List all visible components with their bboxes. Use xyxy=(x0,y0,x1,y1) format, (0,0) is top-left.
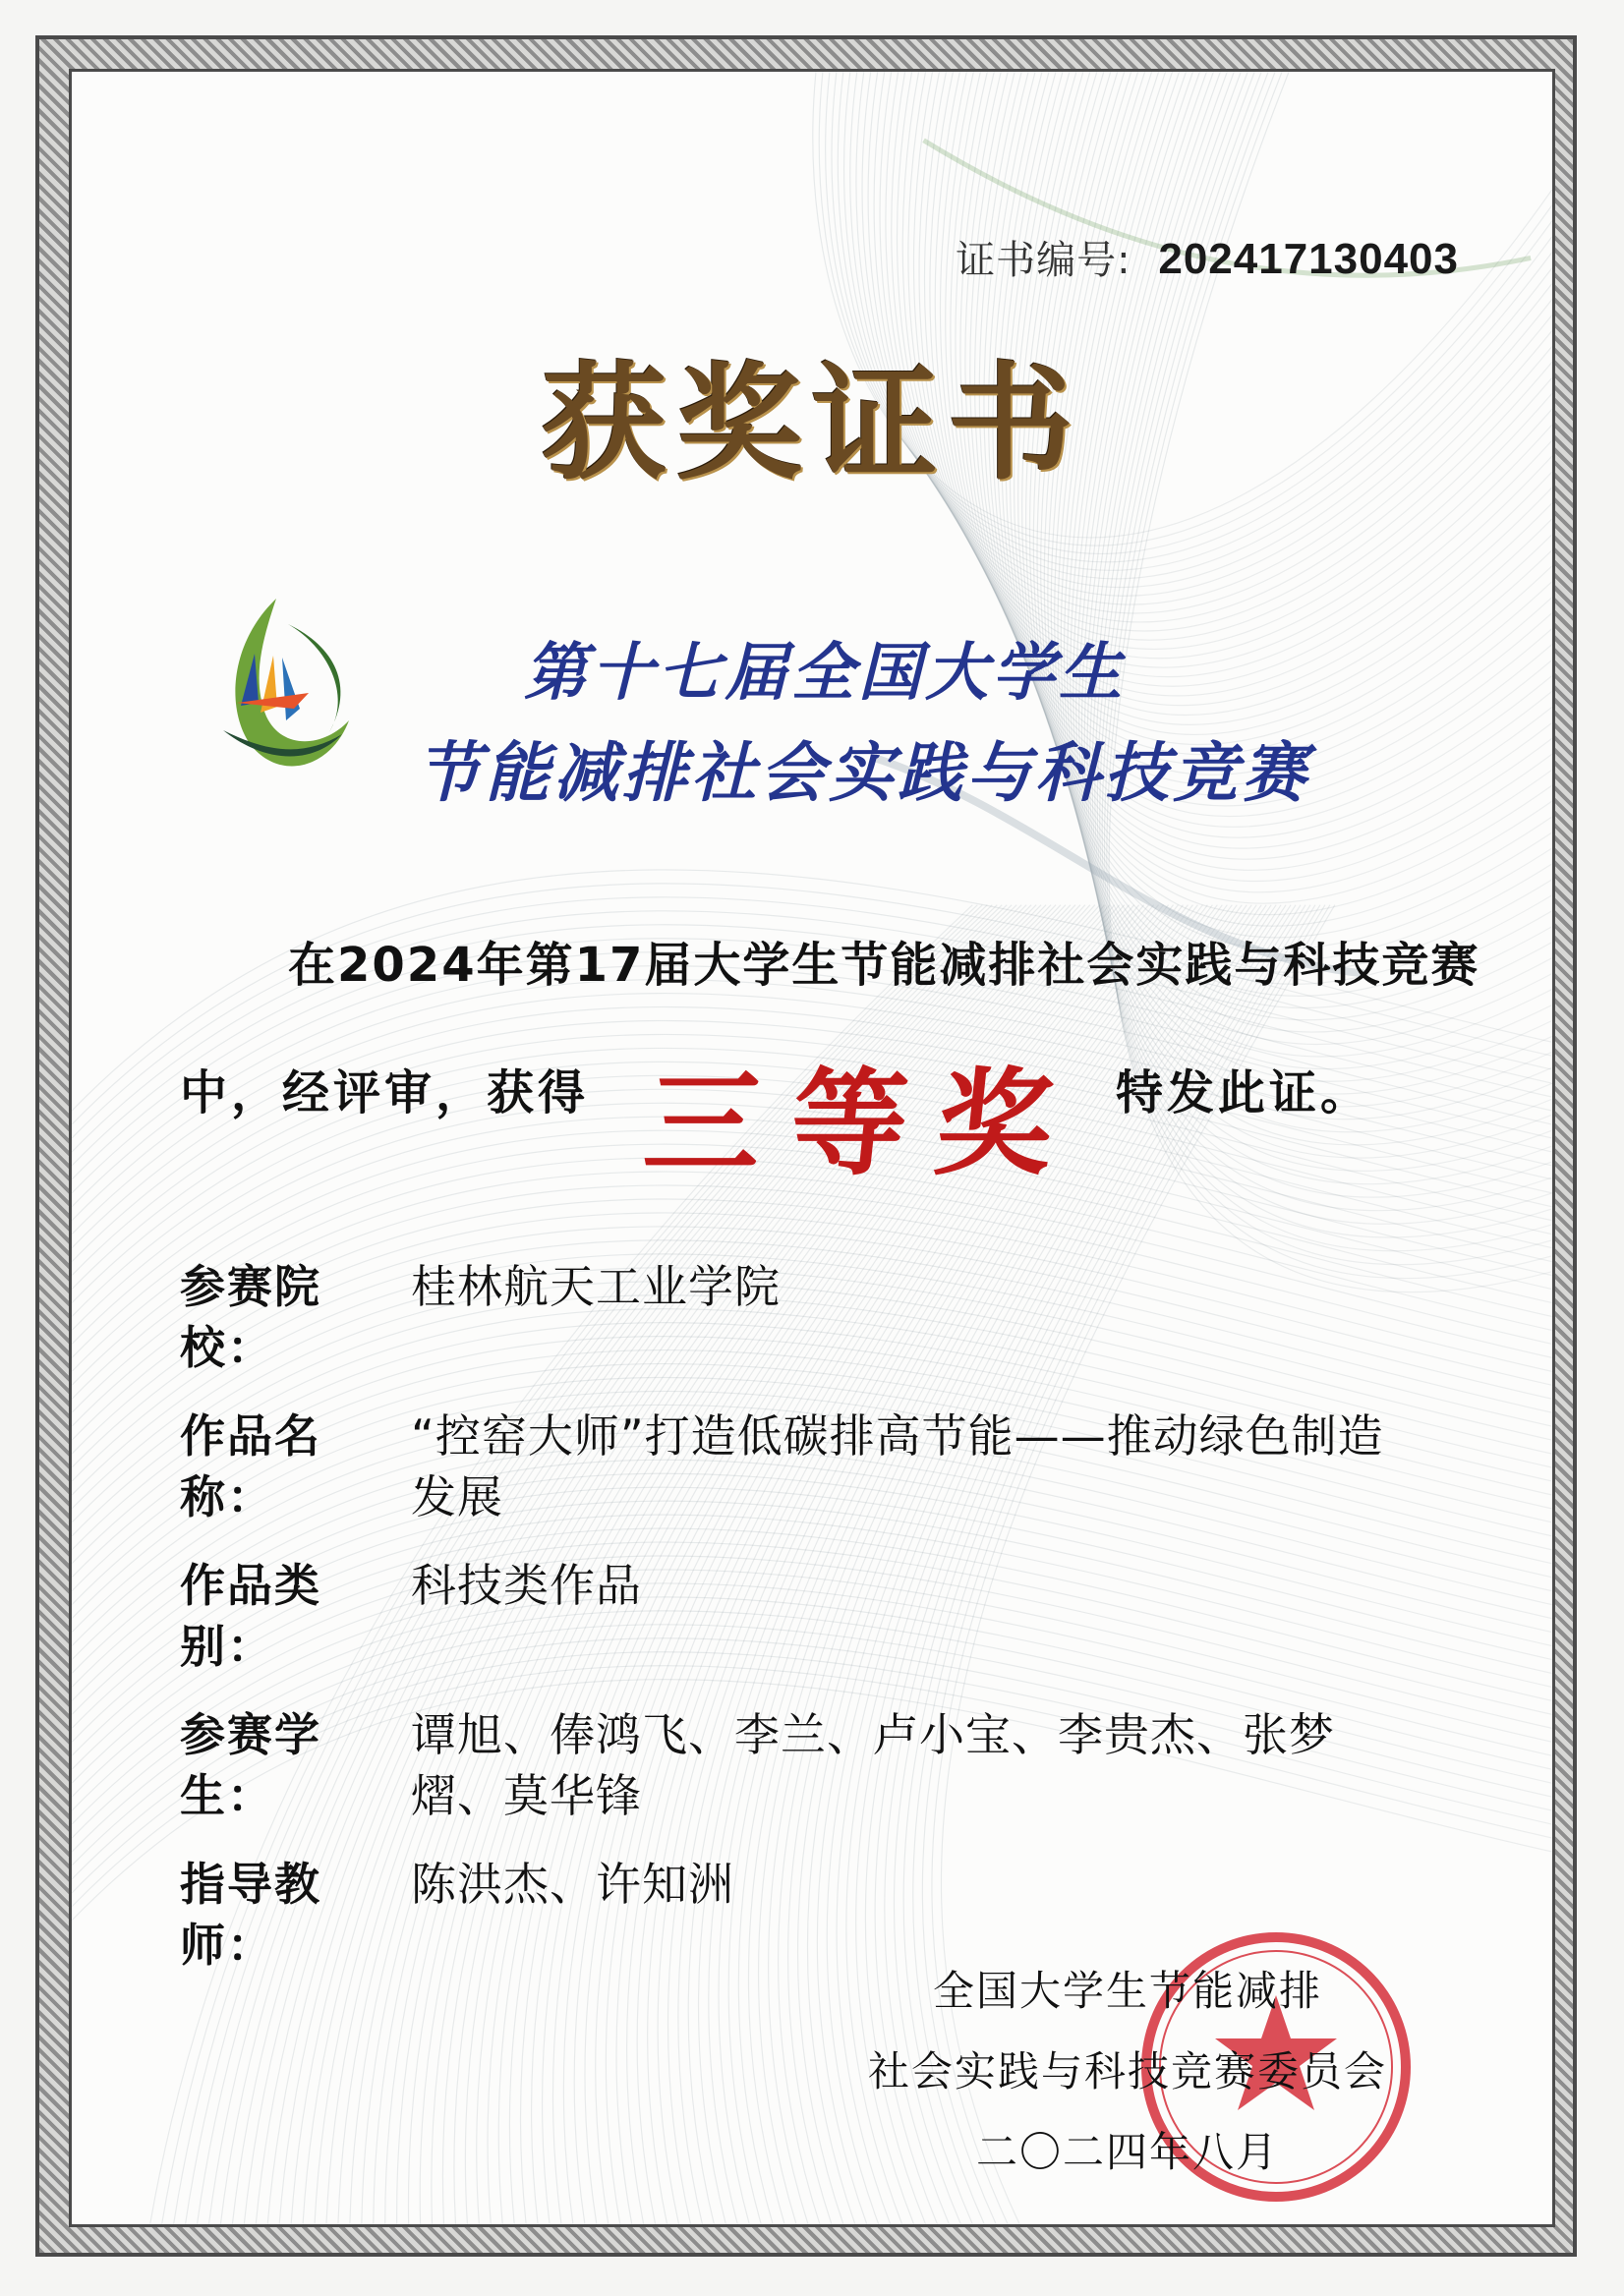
project-category-label: 作品类别： xyxy=(180,1559,321,1673)
certificate-title: 获奖证书 xyxy=(540,350,1083,497)
students-row xyxy=(180,1704,1404,1826)
issuer-block xyxy=(868,1959,1387,2201)
teachers-label: 指导教师： xyxy=(180,1858,321,1972)
project-category-value: 科技类作品 xyxy=(411,1559,642,1612)
award-level: 三等奖 xyxy=(638,1055,1090,1191)
students-value: 谭旭、俸鸿飞、李兰、卢小宝、李贵杰、张梦熠、莫华锋 xyxy=(411,1708,1335,1822)
school-row xyxy=(180,1256,1404,1378)
project-title-value: “控窑大师”打造低碳排高节能——推动绿色制造发展 xyxy=(411,1409,1384,1523)
issuer-line-1: 全国大学生节能减排 xyxy=(933,1967,1323,2015)
issue-date: 二〇二四年八月 xyxy=(976,2128,1280,2176)
certificate-number xyxy=(956,229,1459,285)
students-label: 参赛学生： xyxy=(180,1708,321,1822)
certificate-panel xyxy=(69,69,1555,2227)
contest-name xyxy=(416,622,1310,814)
project-title-row xyxy=(180,1406,1404,1527)
teachers-value: 陈洪杰、许知洲 xyxy=(411,1858,734,1911)
award-prefix: 中，经评审，获得 xyxy=(180,1065,590,1120)
award-intro: 在2024年第17届大学生节能减排社会实践与科技竞赛 xyxy=(288,938,1480,993)
project-title-label: 作品名称： xyxy=(180,1409,321,1523)
contest-logo-icon xyxy=(209,583,357,784)
school-label: 参赛院校： xyxy=(180,1260,321,1374)
project-category-row xyxy=(180,1555,1404,1677)
certificate-number-label: 证书编号: xyxy=(956,238,1131,283)
contest-name-line-2: 节能减排社会实践与科技竞赛 xyxy=(416,735,1310,811)
certificate-details xyxy=(180,1256,1404,2003)
award-suffix: 特发此证。 xyxy=(1116,1065,1372,1120)
school-value: 桂林航天工业学院 xyxy=(411,1260,781,1313)
contest-name-line-1: 第十七届全国大学生 xyxy=(524,637,1126,710)
issuer-line-2: 社会实践与科技竞赛委员会 xyxy=(868,2047,1388,2095)
certificate-number-value: 202417130403 xyxy=(1158,235,1459,283)
